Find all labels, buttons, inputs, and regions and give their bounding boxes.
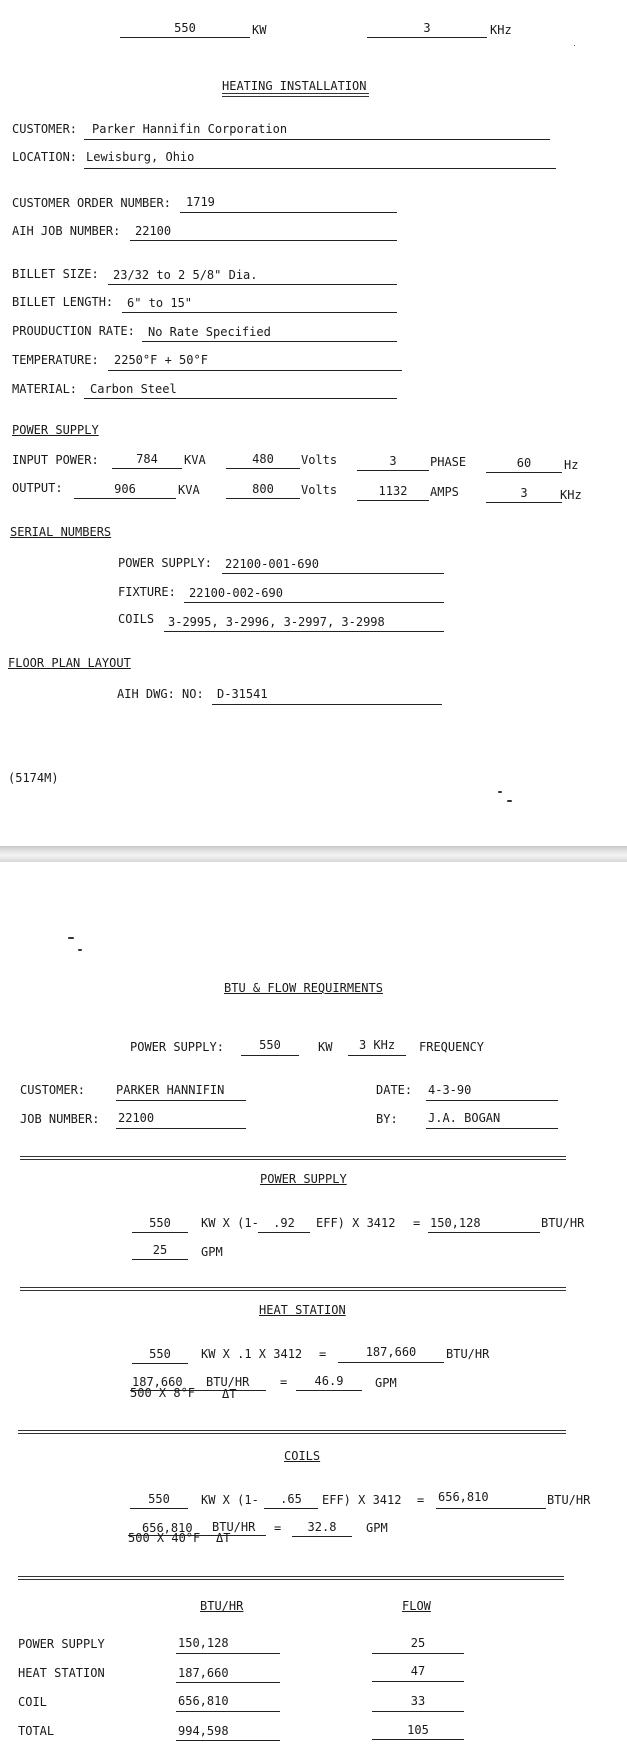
fill-line [367,37,487,38]
coils-delta-t: ΔT [216,1531,231,1545]
hs-btu-value: 187,660 [365,1345,417,1359]
serial-numbers-heading: SERIAL NUMBERS [10,525,112,539]
coils-equals-2: = [274,1521,282,1535]
fill-line [222,573,444,574]
aih-dwg-label: AIH DWG: NO: [117,687,204,701]
output-kva-value: 906 [114,482,136,496]
hs-section-heading: HEAT STATION [259,1303,346,1317]
input-volts-unit: Volts [301,453,338,467]
output-khz-unit: KHz [560,488,582,502]
fill-line [372,1711,464,1712]
ps-eff-text: EFF) X 3412 [316,1216,396,1230]
coils-eff-text: EFF) X 3412 [322,1493,402,1507]
coils-gpm-value: 32.8 [307,1520,337,1534]
scan-speck [507,800,512,802]
fill-line [108,370,402,371]
aih-job-number-label: AIH JOB NUMBER: [12,224,121,238]
fill-line [428,1232,540,1233]
hs-btu-unit: BTU/HR [446,1347,490,1361]
fill-line [74,498,176,499]
section-divider [18,1576,564,1580]
title-underline [222,93,369,97]
summary-row-label: TOTAL [18,1724,55,1738]
summary-row-flow: 25 [410,1636,426,1650]
input-phase-value: 3 [389,454,397,468]
page-title: HEATING INSTALLATION [222,79,367,93]
hs-frac-numerator: 187,660 [132,1375,183,1389]
top-kw-unit: KW [252,23,267,37]
coils-frac-denominator: 500 X 40°F [128,1531,201,1545]
output-amps-unit: AMPS [430,485,459,499]
scan-speck [68,937,74,939]
fill-line [357,470,429,471]
fill-line [372,1653,464,1654]
fill-line [426,1100,558,1101]
hs-gpm-unit: GPM [375,1376,397,1390]
hs-equals-2: = [280,1375,288,1389]
order-number-value: 1719 [186,195,215,209]
fill-line [116,1100,246,1101]
output-amps-value: 1132 [378,484,408,498]
temperature-value: 2250°F + 50°F [114,353,208,367]
summary-row-btu: 150,128 [178,1636,229,1650]
fill-line [180,212,397,213]
ps-equals: = [413,1216,421,1230]
output-volts-value: 800 [252,482,274,496]
fill-line [436,1508,546,1509]
serial-power-supply-value: 22100-001-690 [225,557,319,571]
summary-row-label: POWER SUPPLY [18,1637,105,1651]
summary-row-flow: 33 [410,1694,426,1708]
document-page-btu-flow [0,862,627,1745]
ps-btu-unit: BTU/HR [541,1216,585,1230]
output-volts-unit: Volts [301,483,338,497]
coils-btu-unit: BTU/HR [547,1493,591,1507]
production-rate-value: No Rate Specified [148,325,271,339]
ps-btu-value: 150,128 [430,1216,481,1230]
aih-job-number-value: 22100 [135,224,172,238]
ps-kw-text: KW X (1- [201,1216,259,1230]
fill-line [120,37,250,38]
serial-fixture-label: FIXTURE: [118,585,176,599]
fill-line [132,1232,188,1233]
fill-line [112,468,182,469]
fill-line [130,1508,188,1509]
fill-line [372,1681,464,1682]
power-supply-kw-unit: KW [318,1040,333,1054]
production-rate-label: PROUDUCTION RATE: [12,324,135,338]
fill-line [338,1362,444,1363]
billet-length-value: 6" to 15" [127,296,193,310]
fill-line [176,1711,280,1712]
fill-line [176,1653,280,1654]
hs-kw-value: 550 [149,1347,171,1361]
fill-line [426,1128,558,1129]
hs-equals: = [319,1347,327,1361]
input-kva-unit: KVA [184,453,206,467]
input-hz-value: 60 [516,456,532,470]
coils-gpm-unit: GPM [366,1521,388,1535]
fill-line [292,1536,352,1537]
fill-line [296,1390,362,1391]
coils-btu-value: 656,810 [438,1490,489,1504]
fill-line [122,312,397,313]
ps-gpm-value: 25 [152,1243,168,1257]
fill-line [241,1055,299,1056]
fill-line [164,631,444,632]
customer-value: Parker Hannifin Corporation [92,122,288,136]
fill-line [264,1508,318,1509]
coils-equals: = [417,1493,425,1507]
fill-line [132,1363,188,1364]
coils-kw-text: KW X (1- [201,1493,259,1507]
material-value: Carbon Steel [90,382,177,396]
billet-size-label: BILLET SIZE: [12,267,99,281]
btu-flow-title: BTU & FLOW REQUIRMENTS [224,981,383,995]
page-separator [0,846,627,862]
customer-label: CUSTOMER: [20,1083,86,1097]
power-supply-heading: POWER SUPPLY [12,423,99,437]
date-label: DATE: [376,1083,413,1097]
summary-row-label: COIL [18,1695,47,1709]
ps-gpm-unit: GPM [201,1245,223,1259]
coils-section-heading: COILS [284,1449,321,1463]
coils-kw-value: 550 [148,1492,170,1506]
hs-gpm-value: 46.9 [314,1374,344,1388]
billet-size-value: 23/32 to 2 5/8" Dia. [113,268,258,282]
input-phase-unit: PHASE [430,455,467,469]
coils-frac-unit: BTU/HR [212,1520,256,1534]
hs-delta-t: ΔT [222,1387,237,1401]
summary-header-btu: BTU/HR [200,1599,244,1613]
input-hz-unit: Hz [564,458,579,472]
fill-line [357,500,429,501]
top-khz-unit: KHz [490,23,512,37]
fill-line [486,472,562,473]
summary-row-flow: 47 [410,1664,426,1678]
billet-length-label: BILLET LENGTH: [12,295,114,309]
fill-line [226,468,300,469]
summary-row-btu: 994,598 [178,1724,229,1738]
job-number-value: 22100 [118,1111,155,1125]
top-khz-value: 3 [423,21,431,35]
floor-plan-heading: FLOOR PLAN LAYOUT [8,656,131,670]
power-supply-kw-value: 550 [259,1038,281,1052]
hs-frac-denominator: 500 X 8°F [130,1386,196,1400]
frequency-label: FREQUENCY [419,1040,485,1054]
summary-row-btu: 187,660 [178,1666,229,1680]
scan-speck [78,949,82,951]
summary-row-flow: 105 [407,1723,429,1737]
output-khz-value: 3 [520,486,528,500]
power-supply-khz-value: 3 KHz [358,1038,396,1052]
fill-line [258,1232,310,1233]
input-power-label: INPUT POWER: [12,453,99,467]
document-code: (5174M) [8,771,59,785]
fill-line [132,1259,188,1260]
coils-eff-value: .65 [280,1492,302,1506]
input-volts-value: 480 [252,452,274,466]
fill-line [84,398,397,399]
document-page-heating-installation [0,0,627,846]
by-value: J.A. BOGAN [428,1111,501,1125]
input-kva-value: 784 [136,452,158,466]
fill-line [486,502,562,503]
customer-label: CUSTOMER: [12,122,78,136]
fill-line [176,1740,280,1741]
serial-fixture-value: 22100-002-690 [189,586,283,600]
fill-line [348,1055,406,1056]
order-number-label: CUSTOMER ORDER NUMBER: [12,196,171,210]
customer-value: PARKER HANNIFIN [116,1083,225,1097]
ps-kw-value: 550 [149,1216,171,1230]
fill-line [176,1682,280,1683]
fill-line [226,498,300,499]
fill-line [116,1128,246,1129]
scan-speck [574,45,575,46]
fill-line [142,341,397,342]
section-divider [18,1430,566,1434]
summary-header-flow: FLOW [402,1599,431,1613]
aih-dwg-value: D-31541 [217,687,268,701]
material-label: MATERIAL: [12,382,78,396]
date-value: 4-3-90 [428,1083,472,1097]
hs-kw-text: KW X .1 X 3412 [201,1347,303,1361]
fill-line [130,240,397,241]
fill-line [184,602,444,603]
output-kva-unit: KVA [178,483,200,497]
fill-line [84,139,550,140]
section-divider [20,1287,566,1291]
temperature-label: TEMPERATURE: [12,353,99,367]
serial-power-supply-label: POWER SUPPLY: [118,556,212,570]
serial-coils-value: 3-2995, 3-2996, 3-2997, 3-2998 [168,615,385,629]
section-divider [20,1156,566,1160]
ps-eff-value: .92 [273,1216,295,1230]
summary-row-btu: 656,810 [178,1694,229,1708]
fill-line [84,168,556,169]
fill-line [372,1739,464,1740]
scan-speck [498,791,502,793]
location-value: Lewisburg, Ohio [86,150,195,164]
output-label: OUTPUT: [12,481,63,495]
top-kw-value: 550 [174,21,196,35]
fill-line [108,284,397,285]
power-supply-label: POWER SUPPLY: [130,1040,224,1054]
summary-row-label: HEAT STATION [18,1666,105,1680]
location-label: LOCATION: [12,150,78,164]
job-number-label: JOB NUMBER: [20,1112,100,1126]
hs-frac-unit: BTU/HR [206,1375,250,1389]
coils-frac-numerator: 656,810 [142,1521,193,1535]
fill-line [212,704,442,705]
by-label: BY: [376,1112,398,1126]
serial-coils-label: COILS [118,612,155,626]
ps-section-heading: POWER SUPPLY [260,1172,347,1186]
